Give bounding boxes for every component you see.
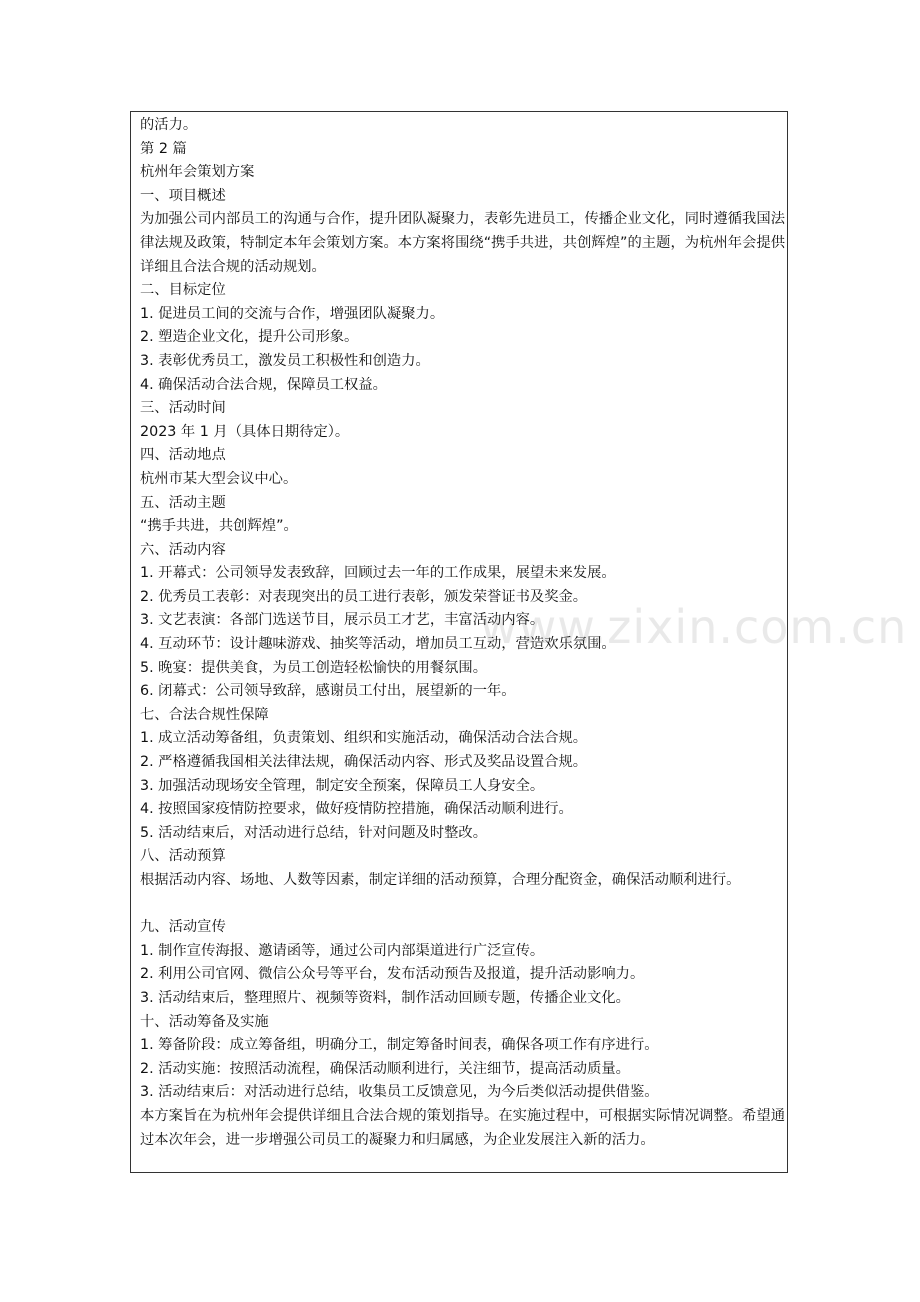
list-item: 4. 按照国家疫情防控要求，做好疫情防控措施，确保活动顺利进行。 — [140, 801, 573, 818]
section-heading: 四、活动地点 — [140, 447, 226, 464]
list-item: 4. 互动环节：设计趣味游戏、抽奖等活动，增加员工互动，营造欢乐氛围。 — [140, 636, 616, 653]
list-item: 2. 塑造企业文化，提升公司形象。 — [140, 329, 359, 346]
section-heading: 五、活动主题 — [140, 494, 226, 511]
list-item: 1. 促进员工间的交流与合作，增强团队凝聚力。 — [140, 305, 445, 322]
text-line: “携手共进，共创辉煌”。 — [140, 518, 298, 535]
section-heading: 八、活动预算 — [140, 848, 226, 865]
list-item: 2. 优秀员工表彰：对表现突出的员工进行表彰，颁发荣誉证书及奖金。 — [140, 588, 588, 605]
list-item: 2. 活动实施：按照活动流程，确保活动顺利进行，关注细节，提高活动质量。 — [140, 1060, 630, 1077]
article-number: 第 2 篇 — [140, 140, 187, 157]
list-item: 3. 加强活动现场安全管理，制定安全预案，保障员工人身安全。 — [140, 777, 545, 794]
list-item: 4. 确保活动合法合规，保障员工权益。 — [140, 376, 387, 393]
list-item: 1. 开幕式：公司领导发表致辞，回顾过去一年的工作成果，展望未来发展。 — [140, 565, 616, 582]
watermark-text: www.zixin.com.cn — [480, 600, 908, 654]
paragraph: 为加强公司内部员工的沟通与合作，提升团队凝聚力，表彰先进员工，传播企业文化，同时遵循我国法律法规及政策，特制定本年会策划方案。本方案将围绕“携手共进，共创辉煌”的主题，为杭州年会提供详细且合法合规的活动规划。 — [140, 211, 785, 275]
text-line: 杭州市某大型会议中心。 — [140, 470, 298, 487]
section-heading: 二、目标定位 — [140, 282, 226, 299]
section-heading: 一、项目概述 — [140, 187, 226, 204]
section-heading: 九、活动宣传 — [140, 919, 226, 936]
document-content — [140, 114, 785, 1152]
list-item: 6. 闭幕式：公司领导致辞，感谢员工付出，展望新的一年。 — [140, 683, 516, 700]
list-item: 5. 活动结束后，对活动进行总结，针对问题及时整改。 — [140, 824, 488, 841]
paragraph: 根据活动内容、场地、人数等因素，制定详细的活动预算，合理分配资金，确保活动顺利进行。 — [140, 872, 741, 889]
list-item: 1. 成立活动筹备组，负责策划、组织和实施活动，确保活动合法合规。 — [140, 730, 588, 747]
section-heading: 六、活动内容 — [140, 541, 226, 558]
list-item: 3. 活动结束后：对活动进行总结，收集员工反馈意见，为今后类似活动提供借鉴。 — [140, 1084, 659, 1101]
list-item: 3. 活动结束后，整理照片、视频等资料，制作活动回顾专题，传播企业文化。 — [140, 989, 630, 1006]
text-line: 的活力。 — [140, 117, 198, 133]
document-frame — [130, 111, 788, 1173]
document-title: 杭州年会策划方案 — [140, 164, 255, 181]
list-item: 1. 制作宣传海报、邀请函等，通过公司内部渠道进行广泛宣传。 — [140, 942, 545, 959]
section-heading: 三、活动时间 — [140, 400, 226, 417]
closing-paragraph: 本方案旨在为杭州年会提供详细且合法合规的策划指导。在实施过程中，可根据实际情况调整。希望通过本次年会，进一步增强公司员工的凝聚力和归属感，为企业发展注入新的活力。 — [140, 1107, 785, 1148]
list-item: 2. 严格遵循我国相关法律法规，确保活动内容、形式及奖品设置合规。 — [140, 754, 588, 771]
list-item: 3. 表彰优秀员工，激发员工积极性和创造力。 — [140, 352, 430, 369]
list-item: 5. 晚宴：提供美食，为员工创造轻松愉快的用餐氛围。 — [140, 659, 488, 676]
list-item: 3. 文艺表演：各部门选送节目，展示员工才艺，丰富活动内容。 — [140, 612, 545, 629]
list-item: 2. 利用公司官网、微信公众号等平台，发布活动预告及报道，提升活动影响力。 — [140, 966, 645, 983]
section-heading: 十、活动筹备及实施 — [140, 1013, 269, 1030]
text-line: 2023 年 1 月（具体日期待定）。 — [140, 423, 350, 440]
list-item: 1. 筹备阶段：成立筹备组，明确分工，制定筹备时间表，确保各项工作有序进行。 — [140, 1037, 659, 1054]
section-heading: 七、合法合规性保障 — [140, 706, 269, 723]
